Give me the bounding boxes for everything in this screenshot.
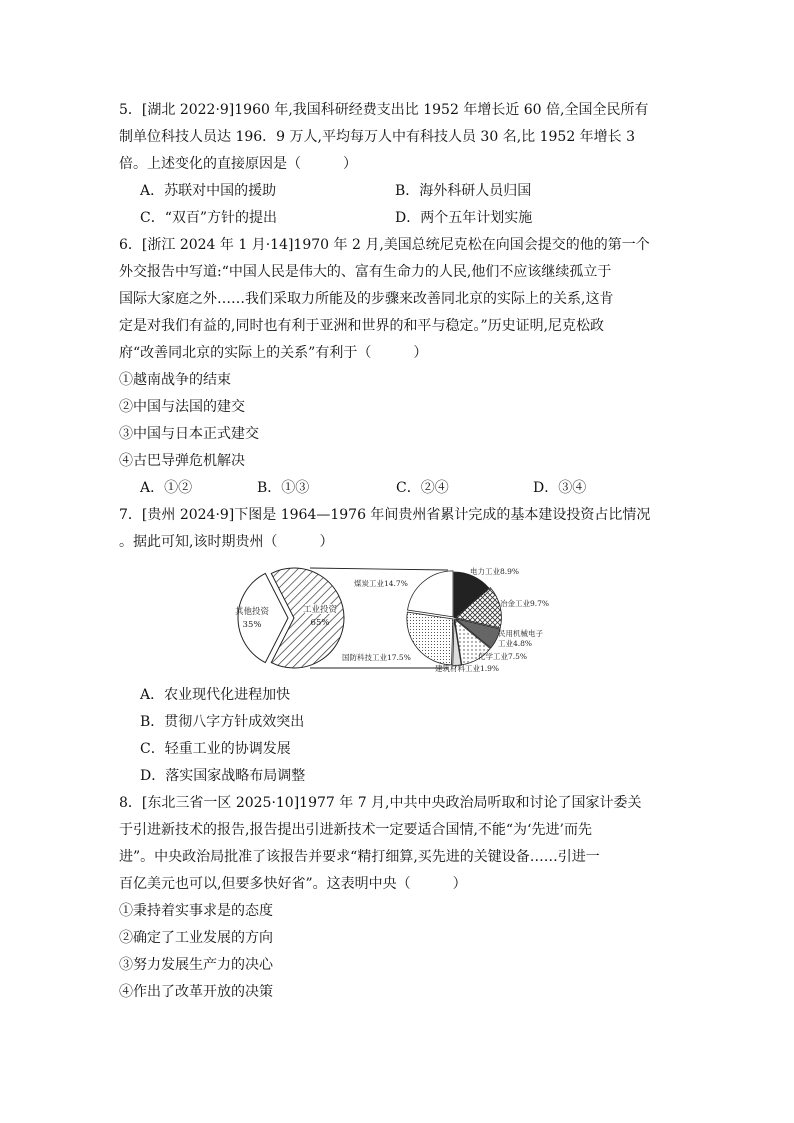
pie-label-industry-investment: 工业投资	[302, 605, 338, 615]
q5-option-a: A．苏联对中国的援助	[140, 183, 277, 199]
pie-value-industry-investment: 65%	[310, 618, 330, 628]
q8-item-3: ③努力发展生产力的决心	[119, 957, 273, 973]
q7-option-c: C．轻重工业的协调发展	[140, 741, 291, 757]
q6-item-3: ③中国与日本正式建交	[119, 426, 259, 442]
connector-top-line	[310, 568, 448, 570]
q6-option-d: D．③④	[533, 480, 587, 496]
q8-item-4: ④作出了改革开放的决策	[119, 984, 273, 1000]
q6-option-a: A．①②	[140, 480, 193, 496]
q6-stem-line-1: 6．[浙江 2024 年 1 月·14]1970 年 2 月,美国总统尼克松在向国会提交的他的第一个	[119, 237, 650, 253]
annotation-defense-tech: 国防科技工业17.5%	[342, 653, 411, 662]
annotation-metallurgy: 冶金工业9.7%	[500, 599, 550, 608]
q6-item-1: ①越南战争的结束	[119, 372, 231, 388]
annotation-coal: 煤炭工业14.7%	[354, 579, 408, 588]
q5-option-b: B．海外科研人员归国	[395, 183, 532, 199]
q6-option-b: B．①③	[257, 480, 310, 496]
q5-stem-line-1: 5．[湖北 2022·9]1960 年,我国科研经费支出比 1952 年增长近 60 倍,全国全民所有	[119, 102, 649, 118]
q6-stem-line-5: 府“改善同北京的实际上的关系”有利于（ ）	[119, 345, 428, 361]
pie-overall-investment	[235, 568, 344, 668]
q7-stem-line-1: 7．[贵州 2024·9]下图是 1964—1976 年间贵州省累计完成的基本建设投资占比情况	[119, 507, 651, 523]
q6-item-4: ④古巴导弹危机解决	[119, 453, 245, 469]
pie-slice-defense-tech	[407, 612, 453, 665]
pie-label-other-investment: 其他投资	[234, 607, 270, 617]
q6-stem-line-4: 定是对我们有益的,同时也有利于亚洲和世界的和平与稳定。”历史证明,尼克松政	[119, 318, 605, 334]
q6-option-c: C．②④	[396, 480, 449, 496]
annotation-machinery-line2: 工业4.8%	[498, 639, 533, 648]
annotation-machinery-line1: 民用机械电子	[498, 629, 543, 638]
annotation-building-materials: 建筑材料工业1.9%	[435, 664, 500, 673]
q8-item-1: ①秉持着实事求是的态度	[119, 903, 273, 919]
q6-item-2: ②中国与法国的建交	[119, 399, 245, 415]
q7-option-a: A．农业现代化进程加快	[140, 687, 291, 703]
q8-stem-line-3: 进”。中央政治局批准了该报告并要求“精打细算,买先进的关键设备……引进一	[119, 849, 600, 865]
q8-stem-line-2: 于引进新技术的报告,报告提出引进新技术一定要适合国情,不能“为‘先进’而先	[119, 822, 592, 838]
q6-stem-line-2: 外交报告中写道:“中国人民是伟大的、富有生命力的人民,他们不应该继续孤立于	[119, 264, 612, 280]
q7-stem-line-2: 。据此可知,该时期贵州（ ）	[119, 534, 334, 550]
pie-value-other-investment: 35%	[242, 620, 262, 630]
q7-option-b: B．贯彻八字方针成效突出	[140, 714, 305, 730]
annotation-power: 电力工业8.9%	[470, 567, 520, 576]
pie-slice-coal	[408, 571, 453, 617]
q8-stem-line-1: 8．[东北三省一区 2025·10]1977 年 7 月,中共中央政治局听取和讨论了国家计委关	[119, 795, 642, 811]
q5-option-d: D．两个五年计划实施	[395, 210, 533, 226]
q7-option-d: D．落实国家战略布局调整	[140, 768, 306, 784]
q6-stem-line-3: 国际大家庭之外……我们采取力所能及的步骤来改善同北京的实际上的关系,这肯	[119, 291, 614, 307]
q5-stem-line-3: 倍。上述变化的直接原因是（ ）	[119, 156, 357, 172]
investment-pie-chart	[230, 560, 580, 676]
annotation-chemical: 化学工业7.5%	[478, 652, 528, 661]
q5-stem-line-2: 制单位科技人员达 196．9 万人,平均每万人中有科技人员 30 名,比 1952 年增长 3	[119, 129, 636, 145]
q5-option-c: C．“双百”方针的提出	[140, 210, 278, 226]
q8-stem-line-4: 百亿美元也可以,但要多快好省”。这表明中央（ ）	[119, 876, 467, 892]
q8-item-2: ②确定了工业发展的方向	[119, 930, 273, 946]
